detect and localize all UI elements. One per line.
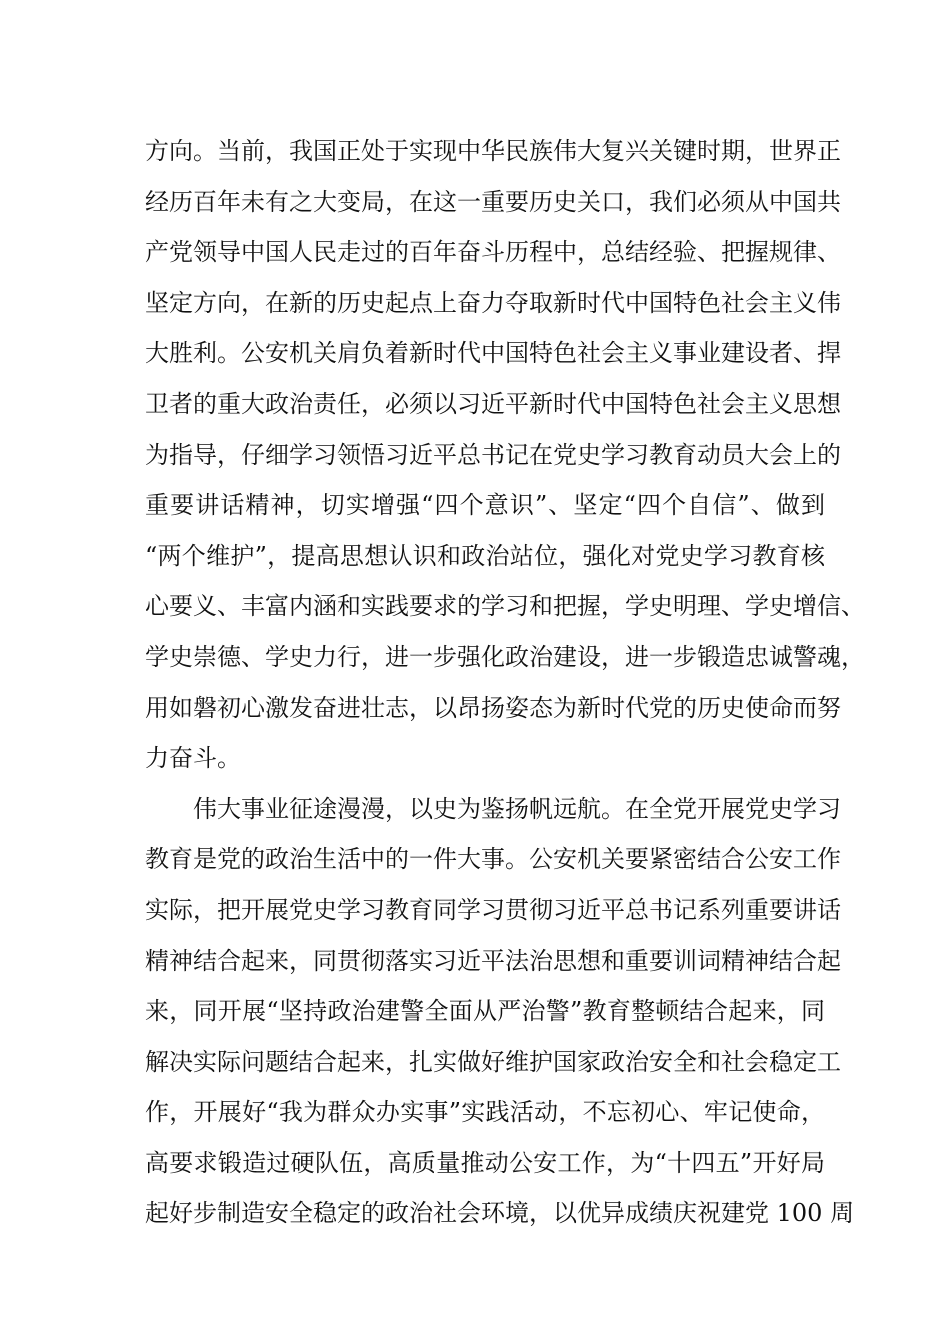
paragraph-first-line: 伟大事业征途漫漫，以史为鉴扬帆远航。在全党开展党史学习: [193, 794, 841, 823]
text-line: 用如磐初心激发奋进壮志，以昂扬姿态为新时代党的历史使命而努: [145, 693, 841, 722]
body-text: [145, 126, 865, 1239]
text-line: 大胜利。公安机关肩负着新时代中国特色社会主义事业建设者、捍: [145, 339, 841, 368]
text-line: 教育是党的政治生活中的一件大事。公安机关要紧密结合公安工作: [145, 845, 841, 874]
text-line: 精神结合起来，同贯彻落实习近平法治思想和重要训词精神结合起: [145, 946, 841, 975]
text-line: 坚定方向，在新的历史起点上奋力夺取新时代中国特色社会主义伟: [145, 288, 841, 317]
text-line: 方向。当前，我国正处于实现中华民族伟大复兴关键时期，世界正: [145, 137, 841, 165]
text-line: “两个维护”，提高思想认识和政治站位，强化对党史学习教育核: [145, 541, 825, 570]
text-line: 高要求锻造过硬队伍，高质量推动公安工作，为“十四五”开好局: [145, 1148, 825, 1177]
text-line: 卫者的重大政治责任，必须以习近平新时代中国特色社会主义思想: [145, 389, 841, 418]
paragraph-end-line: 力奋斗。: [145, 744, 241, 773]
text-line: 解决实际问题结合起来，扎实做好维护国家政治安全和社会稳定工: [145, 1047, 841, 1076]
text-line: 实际，把开展党史学习教育同学习贯彻习近平总书记系列重要讲话: [145, 895, 841, 924]
text-line: 为指导，仔细学习领悟习近平总书记在党史学习教育动员大会上的: [145, 440, 841, 469]
text-line: 经历百年未有之大变局，在这一重要历史关口，我们必须从中国共: [145, 187, 841, 216]
text-line: 来，同开展“坚持政治建警全面从严治警”教育整顿结合起来，同: [145, 997, 825, 1026]
text-line: 学史崇德、学史力行，进一步强化政治建设，进一步锻造忠诚警魂，: [145, 642, 865, 671]
text-line: 心要义、丰富内涵和实践要求的学习和把握，学史明理、学史增信、: [145, 592, 865, 621]
text-line: 重要讲话精神，切实增强“四个意识”、坚定“四个自信”、做到: [145, 491, 825, 520]
text-line: 起好步制造安全稳定的政治社会环境，以优异成绩庆祝建党 100 周: [145, 1199, 855, 1228]
text-line: 产党领导中国人民走过的百年奋斗历程中，总结经验、把握规律、: [145, 238, 841, 267]
text-line: 作，开展好“我为群众办实事”实践活动，不忘初心、牢记使命，: [145, 1098, 825, 1127]
